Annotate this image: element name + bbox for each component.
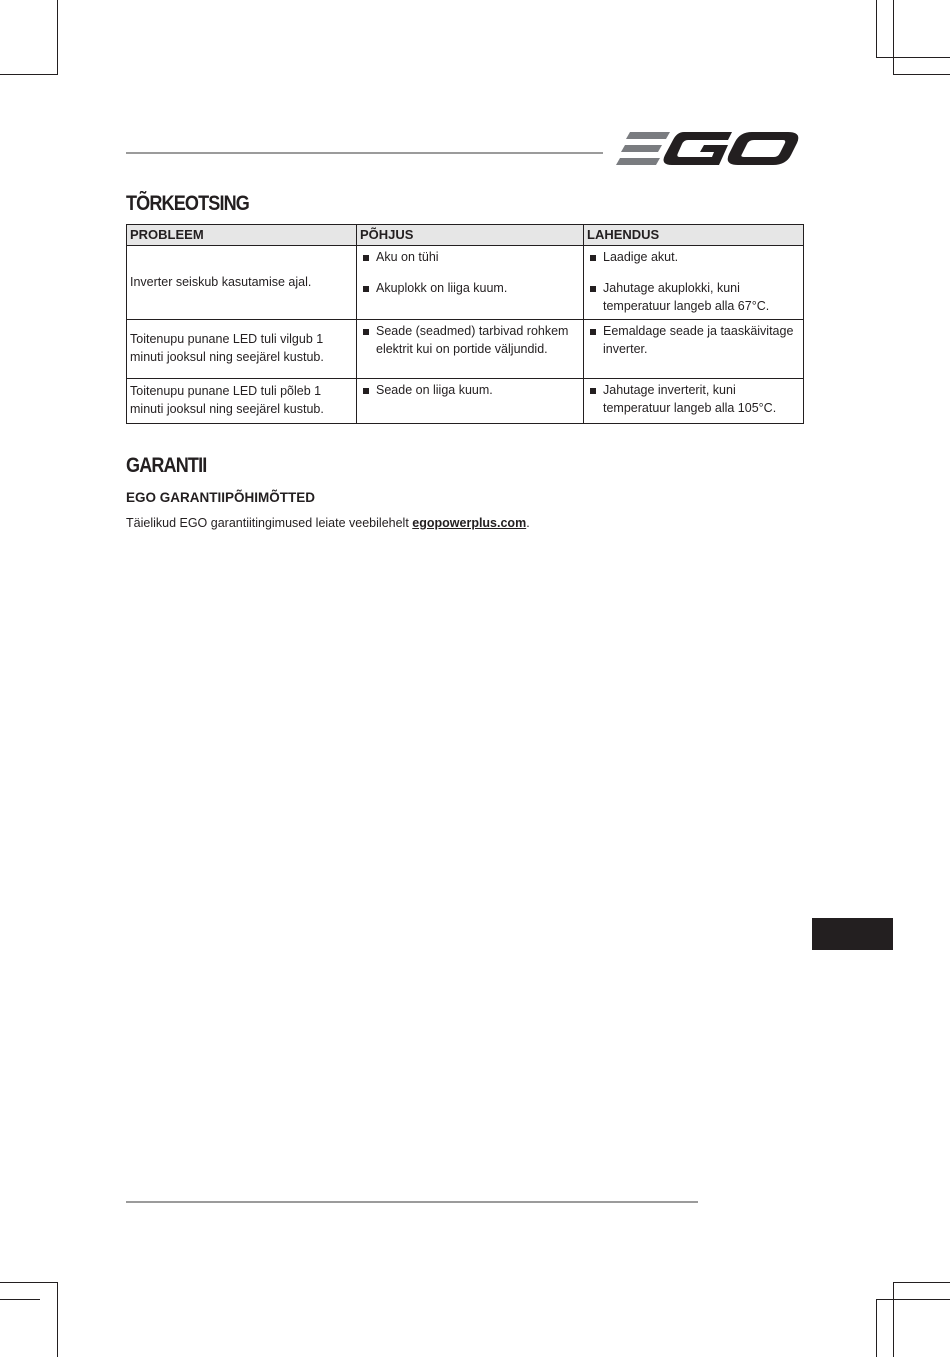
crop-mark xyxy=(893,1282,894,1357)
solution-cell xyxy=(584,246,804,320)
column-header-problem: PROBLEEM xyxy=(127,225,357,246)
crop-mark xyxy=(0,74,58,75)
column-header-solution: LAHENDUS xyxy=(584,225,804,246)
troubleshooting-title: TÕRKEOTSING xyxy=(126,192,249,215)
crop-mark xyxy=(0,1282,58,1283)
solution-item: Jahutage inverterit, kuni temperatuur langeb alla 105°C. xyxy=(587,381,800,417)
warranty-text xyxy=(126,516,530,530)
cause-cell xyxy=(357,379,584,424)
problem-cell: Toitenupu punane LED tuli vilgub 1 minuti jooksul ning seejärel kustub. xyxy=(127,320,357,379)
ego-logo xyxy=(616,128,800,177)
cause-item: Akuplokk on liiga kuum. xyxy=(360,279,580,297)
crop-mark xyxy=(57,0,58,75)
cause-item: Aku on tühi xyxy=(360,248,580,266)
warranty-subtitle: EGO GARANTIIPÕHIMÕTTED xyxy=(126,490,315,505)
solution-cell xyxy=(584,379,804,424)
crop-mark xyxy=(876,1299,877,1357)
cause-item: Seade on liiga kuum. xyxy=(360,381,580,399)
cause-item: Seade (seadmed) tarbivad rohkem elektrit kui on portide väljundid. xyxy=(360,322,580,358)
crop-mark xyxy=(0,1299,40,1300)
warranty-title: GARANTII xyxy=(126,454,207,477)
solution-cell xyxy=(584,320,804,379)
cause-cell xyxy=(357,246,584,320)
crop-mark xyxy=(876,1299,950,1300)
table-row xyxy=(127,246,804,320)
crop-mark xyxy=(893,74,950,75)
table-row xyxy=(127,379,804,424)
crop-mark xyxy=(876,57,950,58)
solution-item: Laadige akut. xyxy=(587,248,800,266)
crop-mark xyxy=(893,1282,950,1283)
header-rule xyxy=(126,152,603,154)
crop-mark xyxy=(893,0,894,75)
warranty-link[interactable]: egopowerplus.com xyxy=(412,516,527,530)
crop-mark xyxy=(57,1282,58,1357)
language-tab xyxy=(812,918,893,950)
column-header-cause: PÕHJUS xyxy=(357,225,584,246)
problem-cell: Toitenupu punane LED tuli põleb 1 minuti jooksul ning seejärel kustub. xyxy=(127,379,357,424)
troubleshooting-table xyxy=(126,224,804,424)
footer-rule xyxy=(126,1201,698,1203)
warranty-text-after: . xyxy=(526,516,530,530)
warranty-text-before: Täielikud EGO garantiitingimused leiate veebilehelt xyxy=(126,516,413,530)
table-row xyxy=(127,320,804,379)
solution-item: Eemaldage seade ja taaskäivitage inverter. xyxy=(587,322,800,358)
cause-cell xyxy=(357,320,584,379)
crop-mark xyxy=(876,0,877,58)
table-header-row xyxy=(127,225,804,246)
problem-cell: Inverter seiskub kasutamise ajal. xyxy=(127,246,357,320)
solution-item: Jahutage akuplokki, kuni temperatuur langeb alla 67°C. xyxy=(587,279,800,315)
